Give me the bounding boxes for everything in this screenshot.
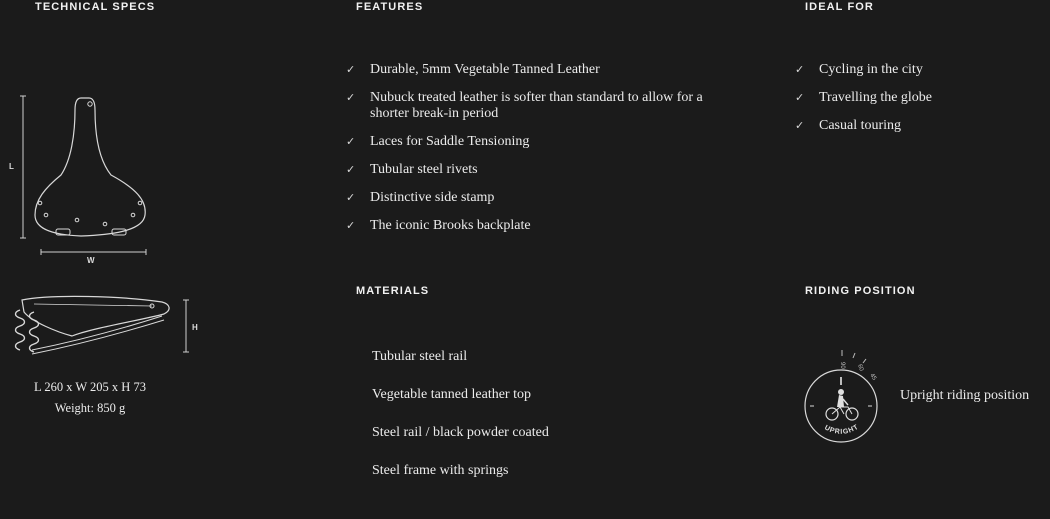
feature-item: ✓ Nubuck treated leather is softer than standard to allow for a bbox=[346, 90, 703, 105]
technical-specs-heading: TECHNICAL SPECS bbox=[35, 1, 156, 13]
saddle-side-view-icon bbox=[12, 292, 197, 362]
feature-item: ✓ Laces for Saddle Tensioning bbox=[346, 134, 530, 149]
materials-heading: MATERIALS bbox=[356, 285, 430, 297]
material-item: Tubular steel rail bbox=[372, 349, 468, 364]
check-icon: ✓ bbox=[346, 135, 356, 148]
ideal-for-item: ✓ Travelling the globe bbox=[795, 90, 933, 105]
riding-position-heading: RIDING POSITION bbox=[805, 285, 916, 297]
check-icon: ✓ bbox=[795, 119, 805, 132]
ideal-for-heading: IDEAL FOR bbox=[805, 1, 874, 13]
material-item: Vegetable tanned leather top bbox=[372, 387, 531, 402]
spec-dimensions: L 260 x W 205 x H 73 bbox=[34, 380, 146, 394]
check-icon: ✓ bbox=[346, 63, 356, 76]
check-icon: ✓ bbox=[346, 163, 356, 176]
riding-position-label: Upright riding position bbox=[900, 388, 1030, 403]
check-icon: ✓ bbox=[346, 91, 356, 104]
check-icon: ✓ bbox=[795, 91, 805, 104]
features-heading: FEATURES bbox=[356, 1, 424, 13]
material-item: Steel frame with springs bbox=[372, 463, 509, 478]
gauge-label-60: 60 bbox=[856, 363, 865, 372]
upright-riding-badge-icon bbox=[800, 345, 890, 450]
gauge-label-45: 45 bbox=[868, 372, 878, 382]
dimension-label-length: L bbox=[9, 162, 14, 171]
feature-item: ✓ Durable, 5mm Vegetable Tanned Leather bbox=[346, 62, 600, 77]
feature-item-continuation: shorter break-in period bbox=[370, 106, 499, 121]
badge-upright-text: UPRIGHT bbox=[823, 423, 861, 436]
check-icon: ✓ bbox=[346, 191, 356, 204]
dimension-label-height: H bbox=[192, 323, 198, 332]
ideal-for-item: ✓ Casual touring bbox=[795, 118, 902, 133]
material-item: Steel rail / black powder coated bbox=[372, 425, 549, 440]
spec-weight: Weight: 850 g bbox=[54, 401, 126, 415]
feature-item: ✓ The iconic Brooks backplate bbox=[346, 218, 531, 233]
check-icon: ✓ bbox=[346, 219, 356, 232]
svg-text:UPRIGHT bbox=[823, 424, 860, 436]
check-icon: ✓ bbox=[795, 63, 805, 76]
feature-item: ✓ Distinctive side stamp bbox=[346, 190, 495, 205]
ideal-for-item: ✓ Cycling in the city bbox=[795, 62, 923, 77]
saddle-top-view-icon bbox=[15, 90, 155, 265]
gauge-label-90: 90 bbox=[839, 362, 845, 369]
feature-item: ✓ Tubular steel rivets bbox=[346, 162, 478, 177]
dimension-label-width: W bbox=[87, 256, 95, 265]
